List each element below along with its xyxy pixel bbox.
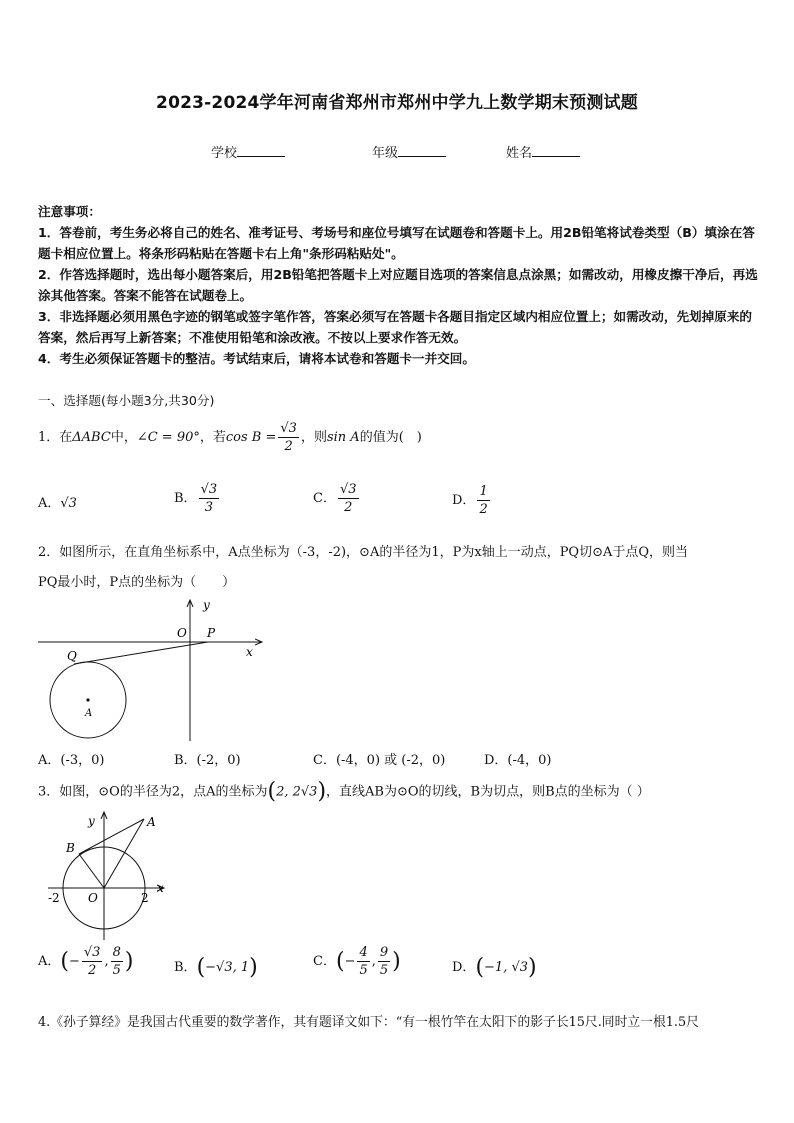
q1-fraction: $\frac{√3}{2}$	[280, 421, 297, 454]
q3-text1: 3．如图，⊙O的半径为2，点A的坐标为	[38, 784, 268, 800]
q2-label-a: A	[85, 708, 93, 719]
q3-text2: ，直线AB为⊙O的切线，B为切点，则B点的坐标为（ ）	[326, 784, 650, 800]
q3-label-a: A	[147, 815, 156, 829]
q3-label-b: B	[66, 841, 75, 855]
q2-label-y: y	[203, 598, 210, 612]
page-title: 2023-2024学年河南省郑州市郑州中学九上数学期末预测试题	[156, 93, 638, 113]
notice-item-4: 4．考生必须保证答题卡的整洁。考试结束后，请将本试卷和答题卡一并交回。	[38, 351, 475, 366]
q1-option-b[interactable]: B． $\frac{√3}{3}$	[174, 482, 218, 515]
q2-label-q: Q	[67, 649, 77, 663]
grade-label: 年级	[372, 146, 399, 161]
q3-label-neg2: -2	[48, 891, 60, 905]
name-blank	[532, 143, 580, 157]
q3-option-d[interactable]: D．(−1, √3)	[452, 955, 537, 980]
q1-mid2: ，若	[199, 430, 226, 445]
name-field	[506, 142, 580, 161]
name-label: 姓名	[506, 146, 533, 161]
grade-field	[372, 142, 446, 161]
question-2-line-2: PQ最小时，P点的坐标为（ ）	[38, 575, 236, 590]
q1-suffix: ，则	[300, 430, 327, 445]
q2-label-x: x	[246, 645, 253, 659]
q2-center-a	[86, 698, 89, 701]
q1-option-a[interactable]: A．√3	[38, 496, 77, 511]
q1-end: 的值为( )	[359, 430, 422, 445]
q3-option-c[interactable]: C．(− $\frac{4}{5}$ , $\frac{9}{5}$ )	[313, 945, 401, 978]
q2-option-d[interactable]: D．(-4，0)	[484, 753, 552, 768]
q1-mid1: 中，	[110, 430, 137, 445]
q3-segment-ob	[79, 854, 104, 888]
q3-coord-a: 2, 2√3	[276, 784, 318, 800]
notice-item-1: 1．答卷前，考生务必将自己的姓名、准考证号、考场号和座位号填写在试题卷和答题卡上。用2B铅笔将试卷类型（B）填涂在答题卡相应位置上。将条形码粘贴在答题卡右上角"条形码粘贴处"。	[38, 225, 755, 261]
notice-block	[38, 201, 758, 369]
q2-figure	[36, 596, 266, 744]
school-label: 学校	[211, 146, 238, 161]
q2-option-b[interactable]: B．(-2，0)	[174, 753, 241, 768]
question-2-line-1: 2．如图所示，在直角坐标系中，A点坐标为（-3，-2)，⊙A的半径为1，P为x轴上一动点，PQ切⊙A于点Q，则当	[38, 545, 689, 560]
q1-option-c[interactable]: C． $\frac{√3}{2}$	[313, 482, 357, 515]
notice-item-2: 2．作答选择题时，选出每小题答案后，用2B铅笔把答题卡上对应题目选项的答案信息点涂黑；如需改动，用橡皮擦干净后，再选涂其他答案。答案不能答在试题卷上。	[38, 267, 758, 303]
notice-heading: 注意事项：	[38, 204, 101, 219]
question-1	[38, 420, 422, 456]
school-field	[211, 142, 285, 161]
section-heading: 一、选择题(每小题3分,共30分)	[38, 393, 215, 408]
q1-cosb: cos B =	[225, 430, 277, 445]
q2-label-p: P	[207, 626, 216, 640]
q2-label-o: O	[177, 626, 187, 640]
q2-option-a[interactable]: A．(-3，0)	[38, 753, 105, 768]
q3-option-b[interactable]: B．(−√3, 1)	[174, 955, 258, 980]
q1-option-d[interactable]: D． $\frac{1}{2}$	[452, 484, 488, 517]
school-blank	[237, 143, 285, 157]
grade-blank	[398, 143, 446, 157]
q1-angle: ∠C = 90°	[136, 430, 200, 445]
q1-triangle: ΔABC	[72, 430, 111, 445]
q3-label-o: O	[88, 891, 98, 905]
q1-prefix: 1．在	[38, 430, 73, 445]
q2-tangent-pq	[74, 642, 208, 664]
question-4: 4.《孙子算经》是我国古代重要的数学著作，其有题译文如下：“有一根竹竿在太阳下的影子长15尺.同时立一根1.5尺	[38, 1015, 699, 1030]
q3-option-a[interactable]: A．(− $\frac{√3}{2}$ , $\frac{8}{5}$ )	[38, 945, 134, 978]
q3-label-y: y	[88, 814, 95, 828]
q3-label-x: x	[157, 881, 164, 895]
q3-figure	[44, 808, 172, 942]
q1-sina: sin A	[326, 430, 360, 445]
q3-label-pos2: 2	[141, 891, 149, 905]
question-3: 3．如图，⊙O的半径为2，点A的坐标为(2, 2√3)，直线AB为⊙O的切线，B为切点，则B点的坐标为（ ）	[38, 779, 650, 804]
q2-option-c[interactable]: C．(-4，0) 或 (-2，0)	[313, 753, 446, 768]
notice-item-3: 3．非选择题必须用黑色字迹的钢笔或签字笔作答，答案必须写在答题卡各题目指定区域内相应位置上；如需改动，先划掉原来的答案，然后再写上新答案；不准使用铅笔和涂改液。不按以上要求作答无效。	[38, 309, 753, 345]
